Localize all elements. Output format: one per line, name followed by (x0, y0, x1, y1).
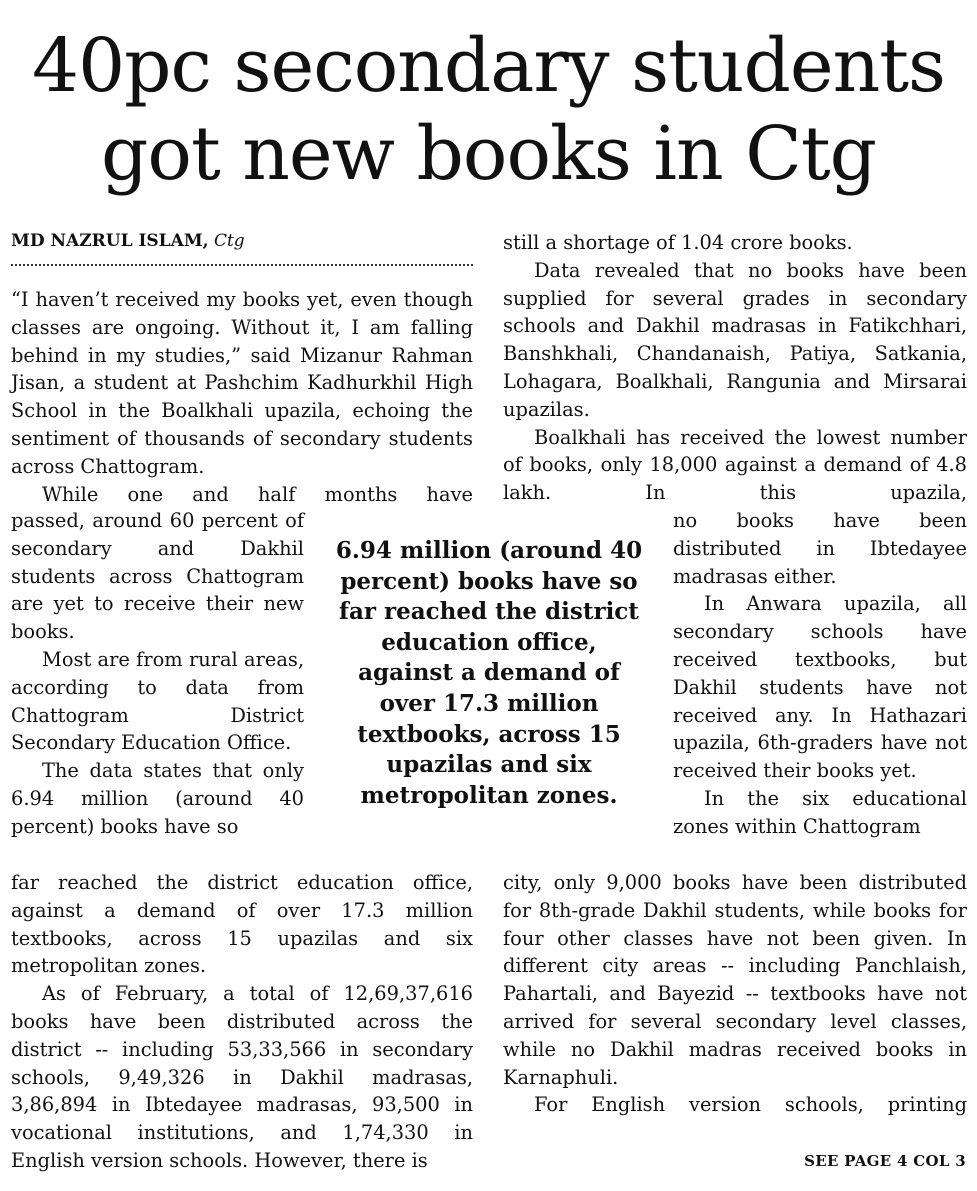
paragraph-10-start: In the six educational zones within Chattogram (673, 786, 967, 838)
byline-location: Ctg (213, 231, 245, 251)
column-1-bottom (11, 869, 473, 1175)
paragraph-6-cont: still a shortage of 1.04 crore books. (503, 231, 853, 254)
paragraph-4-cont: far reached the district education office, against a demand of over 17.3 million textbooks, across 15 upazilas and six metropolitan zones. (11, 871, 473, 978)
column-2-top (503, 229, 967, 507)
paragraph-3: Most are from rural areas, according to data from Chattogram District Secondary Education Office. (11, 647, 304, 755)
paragraph-10-cont: city, only 9,000 books have been distributed for 8th-grade Dakhil students, while books for four other classes have not been given. In different city areas -- including Panchlaish, Pahartali, and Bayezid -- textbooks have not arrived for several secondary level classes, while no Dakhil madras received books in Karnaphuli. (503, 871, 967, 1089)
paragraph-quote: “I haven’t received my books yet, even though classes are ongoing. Without it, I am falling behind in my studies,” said Mizanur Rahman Jisan, a student at Pashchim Kadhurkhil High School in the Boalkhali upazila, echoing the sentiment of thousands of secondary students across Chattogram. (11, 288, 473, 478)
column-1-narrow (11, 507, 304, 841)
paragraph-2-cont: passed, around 60 percent of secondary and Dakhil students across Chattogram are yet to receive their new books. (11, 509, 304, 644)
paragraph-2-start: While one and half months have (42, 482, 473, 506)
headline: 40pc secondary students got new books in Ctg (31, 23, 946, 197)
paragraph-8-cont: no books have been distributed in Ibtedayee madrasas either. (673, 509, 967, 588)
paragraph-5: As of February, a total of 12,69,37,616 books have been distributed across the district -- including 53,33,566 in secondary schools, 9,49,326 in Dakhil madrasas, 3,86,894 in Ibtedayee madrasas, 93,500 in vocational institutions, and 1,74,330 in English version schools. However, there is (11, 982, 473, 1172)
byline (11, 229, 473, 253)
column-2-narrow (673, 507, 967, 841)
column-2-bottom (503, 869, 967, 1119)
byline-divider (11, 264, 473, 266)
paragraph-8-start: Boalkhali has received the lowest number of books, only 18,000 against a demand of 4.8 lakh. In this upazila, (503, 425, 967, 505)
paragraph-9: In Anwara upazila, all secondary schools have received textbooks, but Dakhil students have not received any. In Hathazari upazila, 6th-graders have not received their books yet. (673, 592, 967, 783)
pull-quote: 6.94 million (around 40 percent) books have so far reached the district education office, against a demand of over 17.3 million textbooks, across 15 upazilas and six metropolitan zones. (335, 537, 643, 809)
continued-jump-line: SEE PAGE 4 COL 3 (804, 1152, 966, 1170)
paragraph-4-start: The data states that only 6.94 million (around 40 percent) books have so (11, 759, 304, 838)
paragraph-7: Data revealed that no books have been supplied for several grades in secondary schools and Dakhil madrasas in Fatikchhari, Banshkhali, Chandanaish, Patiya, Satkania, Lohagara, Boalkhali, Rangunia and Mirsarai upazilas. (503, 258, 967, 421)
column-1-top (11, 286, 473, 508)
byline-author: MD NAZRUL ISLAM, (11, 231, 209, 251)
paragraph-11: For English version schools, printing (534, 1093, 967, 1117)
